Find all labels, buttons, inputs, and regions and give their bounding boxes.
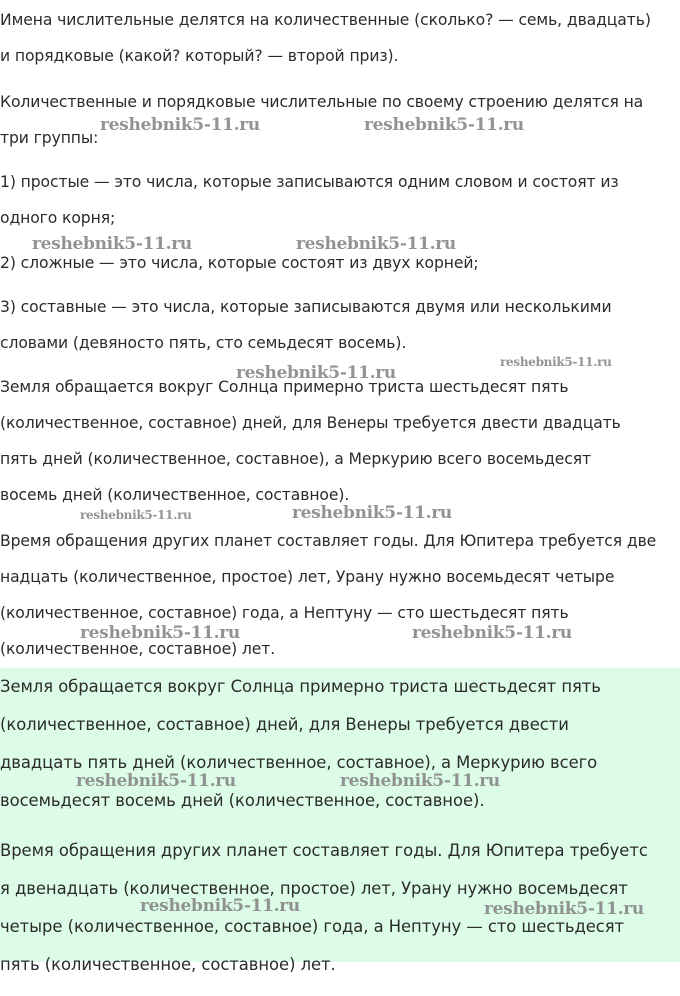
watermark: reshebnik5-11.ru	[340, 771, 500, 791]
text-line: я двенадцать (количественное, простое) лет, Урану нужно восемьдесят	[0, 879, 628, 898]
group-compound-paragraph	[0, 289, 680, 361]
text-line: Время обращения других планет составляет годы. Для Юпитера требуется две	[0, 532, 657, 550]
text-line: Земля обращается вокруг Солнца примерно триста шестьдесят пять	[0, 378, 569, 396]
text-line: пять дней (количественное, составное), а Меркурию всего восемьдесят	[0, 450, 591, 468]
watermark: reshebnik5-11.ru	[296, 234, 456, 254]
intro-paragraph	[0, 2, 680, 74]
text-line: (количественное, составное) лет.	[0, 640, 276, 658]
text-line: восемьдесят восемь дней (количественное, составное).	[0, 791, 485, 810]
text-line: 1) простые — это числа, которые записываются одним словом и состоят из	[0, 173, 619, 191]
watermark: reshebnik5-11.ru	[292, 503, 452, 523]
text-line: 2) сложные — это числа, которые состоят из двух корней;	[0, 254, 479, 272]
watermark: reshebnik5-11.ru	[80, 623, 240, 643]
example-earth-paragraph	[0, 369, 680, 513]
text-line: словами (девяносто пять, сто семьдесят восемь).	[0, 334, 407, 352]
text-line: двадцать пять дней (количественное, составное), а Меркурию всего	[0, 753, 598, 772]
text-line: (количественное, составное) года, а Нептуну — сто шестьдесят пять	[0, 604, 569, 622]
watermark: reshebnik5-11.ru	[364, 115, 524, 135]
text-line: (количественное, составное) дней, для Венеры требуется двести двадцать	[0, 414, 621, 432]
text-line: четыре (количественное, составное) года, а Нептуну — сто шестьдесят	[0, 917, 625, 936]
text-line: Земля обращается вокруг Солнца примерно триста шестьдесят пять	[0, 677, 601, 696]
text-line: и порядковые (какой? который? — второй приз).	[0, 47, 399, 65]
watermark: reshebnik5-11.ru	[32, 234, 192, 254]
group-simple-paragraph	[0, 164, 680, 236]
example-planets-paragraph	[0, 523, 680, 667]
watermark: reshebnik5-11.ru	[76, 771, 236, 791]
watermark: reshebnik5-11.ru	[500, 355, 612, 369]
text-line: (количественное, составное) дней, для Венеры требуется двести	[0, 715, 569, 734]
text-line: 3) составные — это числа, которые записываются двумя или несколькими	[0, 298, 612, 316]
watermark: reshebnik5-11.ru	[100, 115, 260, 135]
text-line: Имена числительные делятся на количественные (сколько? — семь, двадцать)	[0, 11, 651, 29]
watermark: reshebnik5-11.ru	[484, 899, 644, 919]
watermark: reshebnik5-11.ru	[80, 508, 192, 522]
watermark: reshebnik5-11.ru	[412, 623, 572, 643]
watermark: reshebnik5-11.ru	[140, 896, 300, 916]
watermark: reshebnik5-11.ru	[236, 363, 396, 383]
answer-earth-paragraph	[0, 668, 680, 820]
text-line: три группы:	[0, 129, 99, 147]
text-line: Количественные и порядковые числительные по своему строению делятся на	[0, 93, 644, 111]
text-line: Время обращения других планет составляет годы. Для Юпитера требуетс	[0, 841, 648, 860]
text-line: одного корня;	[0, 209, 116, 227]
text-line: восемь дней (количественное, составное).	[0, 486, 350, 504]
text-line: надцать (количественное, простое) лет, Урану нужно восемьдесят четыре	[0, 568, 615, 586]
text-line: пять (количественное, составное) лет.	[0, 955, 336, 974]
